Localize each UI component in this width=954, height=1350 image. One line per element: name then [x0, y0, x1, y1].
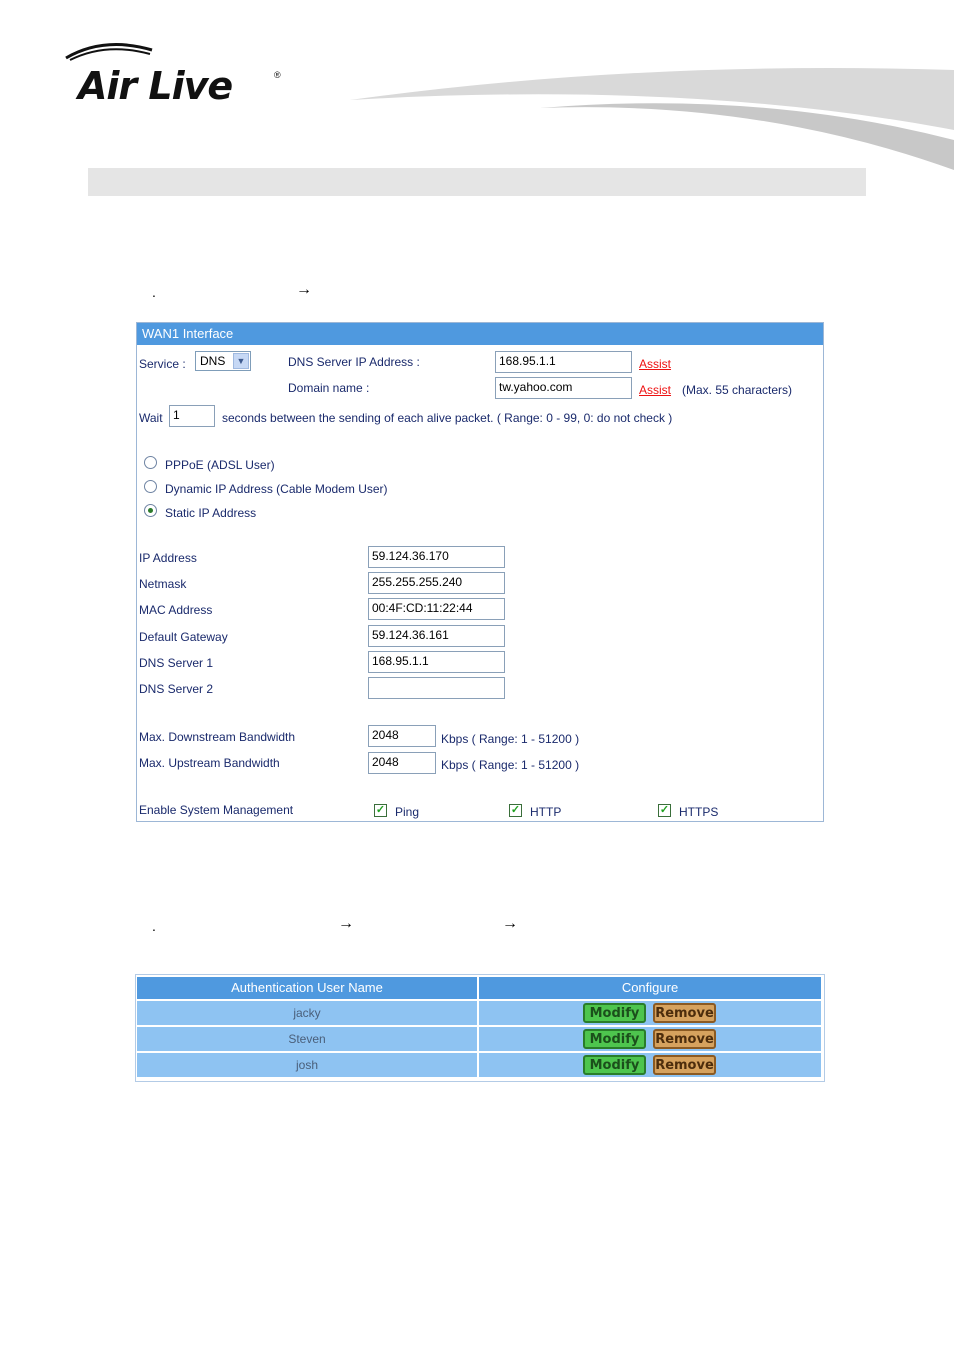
radio-selected-dot [148, 508, 153, 513]
max-characters-note: (Max. 55 characters) [682, 383, 793, 397]
max-upstream-input[interactable]: 2048 [368, 752, 436, 774]
modify-button[interactable]: Modify [583, 1029, 646, 1049]
assist-link-domain[interactable]: Assist [639, 383, 672, 397]
default-gateway-label: Default Gateway [139, 630, 228, 644]
http-checkbox[interactable]: ✓ [510, 804, 521, 816]
dns-server2-label: DNS Server 2 [139, 682, 214, 696]
ping-label: Ping [395, 805, 420, 819]
http-label: HTTP [530, 805, 562, 819]
service-select[interactable] [195, 351, 251, 371]
col-header-configure: Configure [479, 977, 821, 999]
mac-address-input[interactable]: 00:4F:CD:11:22:44 [368, 598, 505, 620]
max-downstream-input[interactable]: 2048 [368, 725, 436, 747]
wan1-panel-title: WAN1 Interface [137, 323, 823, 345]
step1-arrow-icon: → [296, 281, 312, 298]
step2-bullet: . [152, 918, 156, 934]
modify-button[interactable]: Modify [583, 1055, 646, 1075]
table-row-configure [479, 1053, 821, 1077]
ip-address-label: IP Address [139, 551, 197, 565]
wait-description: seconds between the sending of each alive packet. ( Range: 0 - 99, 0: do not check ) [222, 411, 673, 425]
default-gateway-input[interactable]: 59.124.36.161 [368, 625, 505, 647]
table-row-user: Steven [137, 1027, 477, 1051]
netmask-input[interactable]: 255.255.255.240 [368, 572, 505, 594]
domain-name-label: Domain name : [288, 381, 370, 395]
remove-button[interactable]: Remove [653, 1003, 716, 1023]
max-downstream-label: Max. Downstream Bandwidth [139, 730, 296, 744]
service-select-value: DNS [200, 354, 226, 368]
https-label: HTTPS [679, 805, 719, 819]
assist-link-dns[interactable]: Assist [639, 357, 672, 371]
dynamic-ip-radio[interactable] [144, 480, 157, 493]
pppoe-label: PPPoE (ADSL User) [165, 458, 275, 472]
downstream-range-note: Kbps ( Range: 1 - 51200 ) [441, 732, 580, 746]
table-row-configure [479, 1027, 821, 1051]
dns-server1-label: DNS Server 1 [139, 656, 214, 670]
step2-arrow1-icon: → [338, 915, 354, 932]
dynamic-ip-label: Dynamic IP Address (Cable Modem User) [165, 482, 388, 496]
step1-bullet: . [152, 284, 156, 300]
pppoe-radio[interactable] [144, 456, 157, 469]
wait-seconds-input[interactable]: 1 [169, 405, 215, 427]
service-label: Service : [139, 357, 186, 371]
step2-arrow2-icon: → [502, 915, 518, 932]
section-title-bar [88, 168, 866, 196]
auth-user-table [135, 974, 825, 1082]
ip-address-input[interactable]: 59.124.36.170 [368, 546, 505, 568]
logo-registered-mark: ® [274, 70, 281, 80]
col-header-user: Authentication User Name [137, 977, 477, 999]
wan1-interface-panel [136, 322, 824, 822]
dns-server2-input[interactable] [368, 677, 505, 699]
system-management-label: Enable System Management [139, 803, 294, 817]
modify-button[interactable]: Modify [583, 1003, 646, 1023]
domain-name-input[interactable]: tw.yahoo.com [495, 377, 632, 399]
dns-server1-input[interactable]: 168.95.1.1 [368, 651, 505, 673]
remove-button[interactable]: Remove [653, 1029, 716, 1049]
table-row-user: josh [137, 1053, 477, 1077]
chevron-down-icon[interactable]: ▼ [233, 353, 249, 369]
mac-address-label: MAC Address [139, 603, 213, 617]
airlive-logo [64, 40, 294, 110]
static-ip-label: Static IP Address [165, 506, 257, 520]
wait-label: Wait [139, 411, 163, 425]
ping-checkbox[interactable]: ✓ [375, 804, 386, 816]
remove-button[interactable]: Remove [653, 1055, 716, 1075]
netmask-label: Netmask [139, 577, 187, 591]
table-row-configure [479, 1001, 821, 1025]
header-swoosh-graphic [340, 60, 954, 180]
https-checkbox[interactable]: ✓ [659, 804, 670, 816]
static-ip-radio[interactable] [144, 504, 157, 517]
logo-text: Air Live [78, 64, 233, 108]
table-row-user: jacky [137, 1001, 477, 1025]
dns-server-ip-input[interactable]: 168.95.1.1 [495, 351, 632, 373]
upstream-range-note: Kbps ( Range: 1 - 51200 ) [441, 758, 580, 772]
max-upstream-label: Max. Upstream Bandwidth [139, 756, 280, 770]
dns-server-label: DNS Server IP Address : [288, 355, 420, 369]
